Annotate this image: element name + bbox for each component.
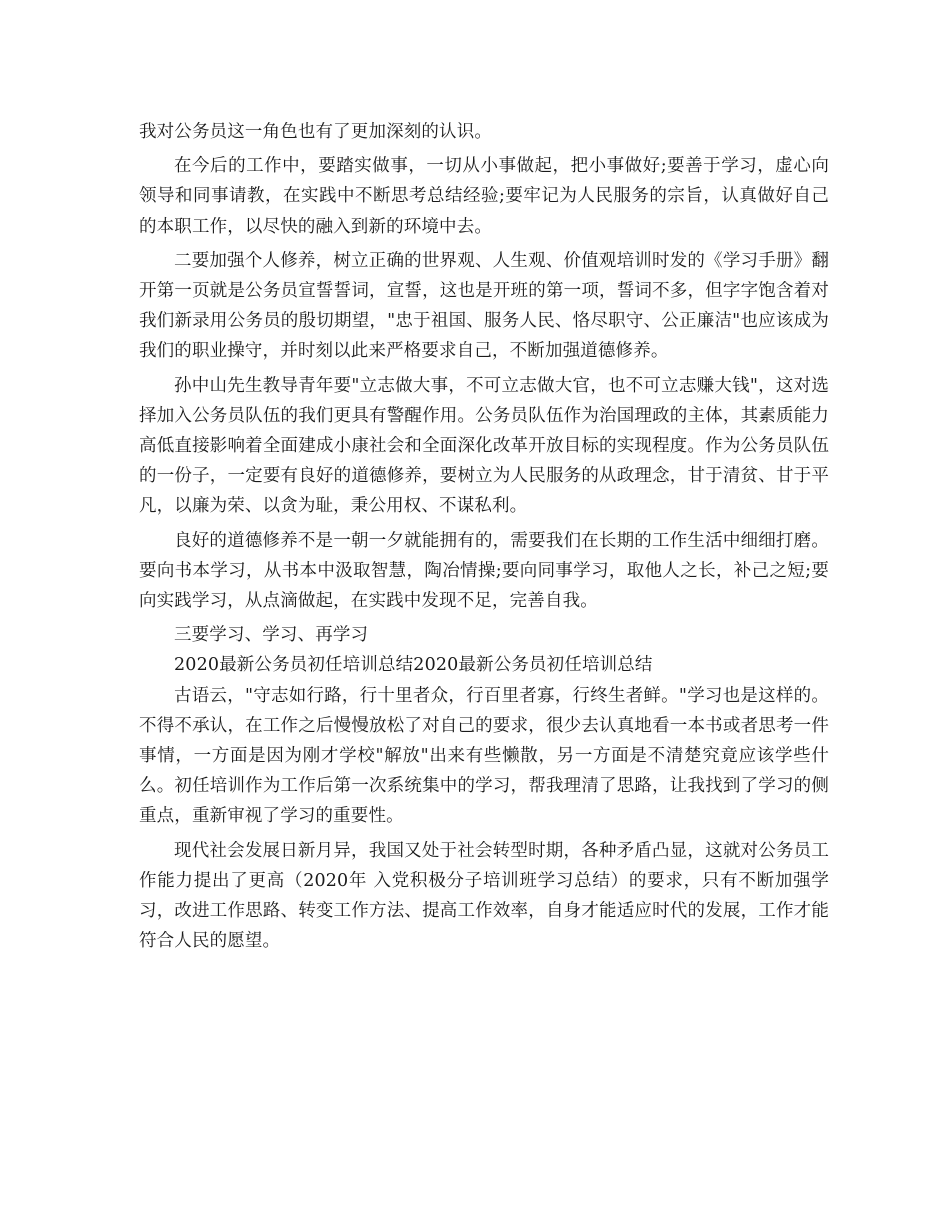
paragraph-7: 现代社会发展日新月异，我国又处于社会转型时期，各种矛盾凸显，这就对公务员工作能力提出了更高（2020年 入党积极分子培训班学习总结）的要求，只有不断加强学习，改进工作思路、转变工作方法、提高工作效率，自身才能适应时代的发展，工作才能符合人民的愿望。 [139, 840, 829, 952]
paragraph-3: 二要加强个人修养，树立正确的世界观、人生观、价值观培训时发的《学习手册》翻开第一页就是公务员宣誓誓词，宣誓，这也是开班的第一项，誓词不多，但字字饱含着对我们新录用公务员的殷切期望，"忠于祖国、服务人民、恪尽职守、公正廉洁"也应该成为我们的职业操守，并时刻以此来严格要求自己，不断加强道德修养。 [139, 250, 829, 362]
title-line: 2020最新公务员初任培训总结2020最新公务员初任培训总结 [174, 655, 653, 676]
paragraph-5: 良好的道德修养不是一朝一夕就能拥有的，需要我们在长期的工作生活中细细打磨。要向书本学习，从书本中汲取智慧，陶冶情操;要向同事学习，取他人之长，补己之短;要向实践学习，从点滴做起，在实践中发现不足，完善自我。 [139, 530, 829, 612]
paragraph-4: 孙中山先生教导青年要"立志做大事，不可立志做大官，也不可立志赚大钱"，这对选择加入公务员队伍的我们更具有警醒作用。公务员队伍作为治国理政的主体，其素质能力高低直接影响着全面建成小康社会和全面深化改革开放目标的实现程度。作为公务员队伍的一份子，一定要有良好的道德修养，要树立为人民服务的从政理念，甘于清贫、甘于平凡，以廉为荣、以贪为耻，秉公用权、不谋私利。 [139, 375, 829, 517]
document-body [139, 117, 829, 956]
section-heading-3: 三要学习、学习、再学习 [174, 625, 369, 646]
paragraph-6: 古语云，"守志如行路，行十里者众，行百里者寡，行终生者鲜。"学习也是这样的。不得不承认，在工作之后慢慢放松了对自己的要求，很少去认真地看一本书或者思考一件事情，一方面是因为刚才学校"解放"出来有些懒散，另一方面是不清楚究竟应该学些什么。初任培训作为工作后第一次系统集中的学习，帮我理清了思路，让我找到了学习的侧重点，重新审视了学习的重要性。 [139, 685, 829, 827]
paragraph-2: 在今后的工作中，要踏实做事，一切从小事做起，把小事做好;要善于学习，虚心向领导和同事请教，在实践中不断思考总结经验;要牢记为人民服务的宗旨，认真做好自己的本职工作，以尽快的融入到新的环境中去。 [139, 156, 829, 237]
paragraph-1: 我对公务员这一角色也有了更加深刻的认识。 [139, 122, 492, 142]
